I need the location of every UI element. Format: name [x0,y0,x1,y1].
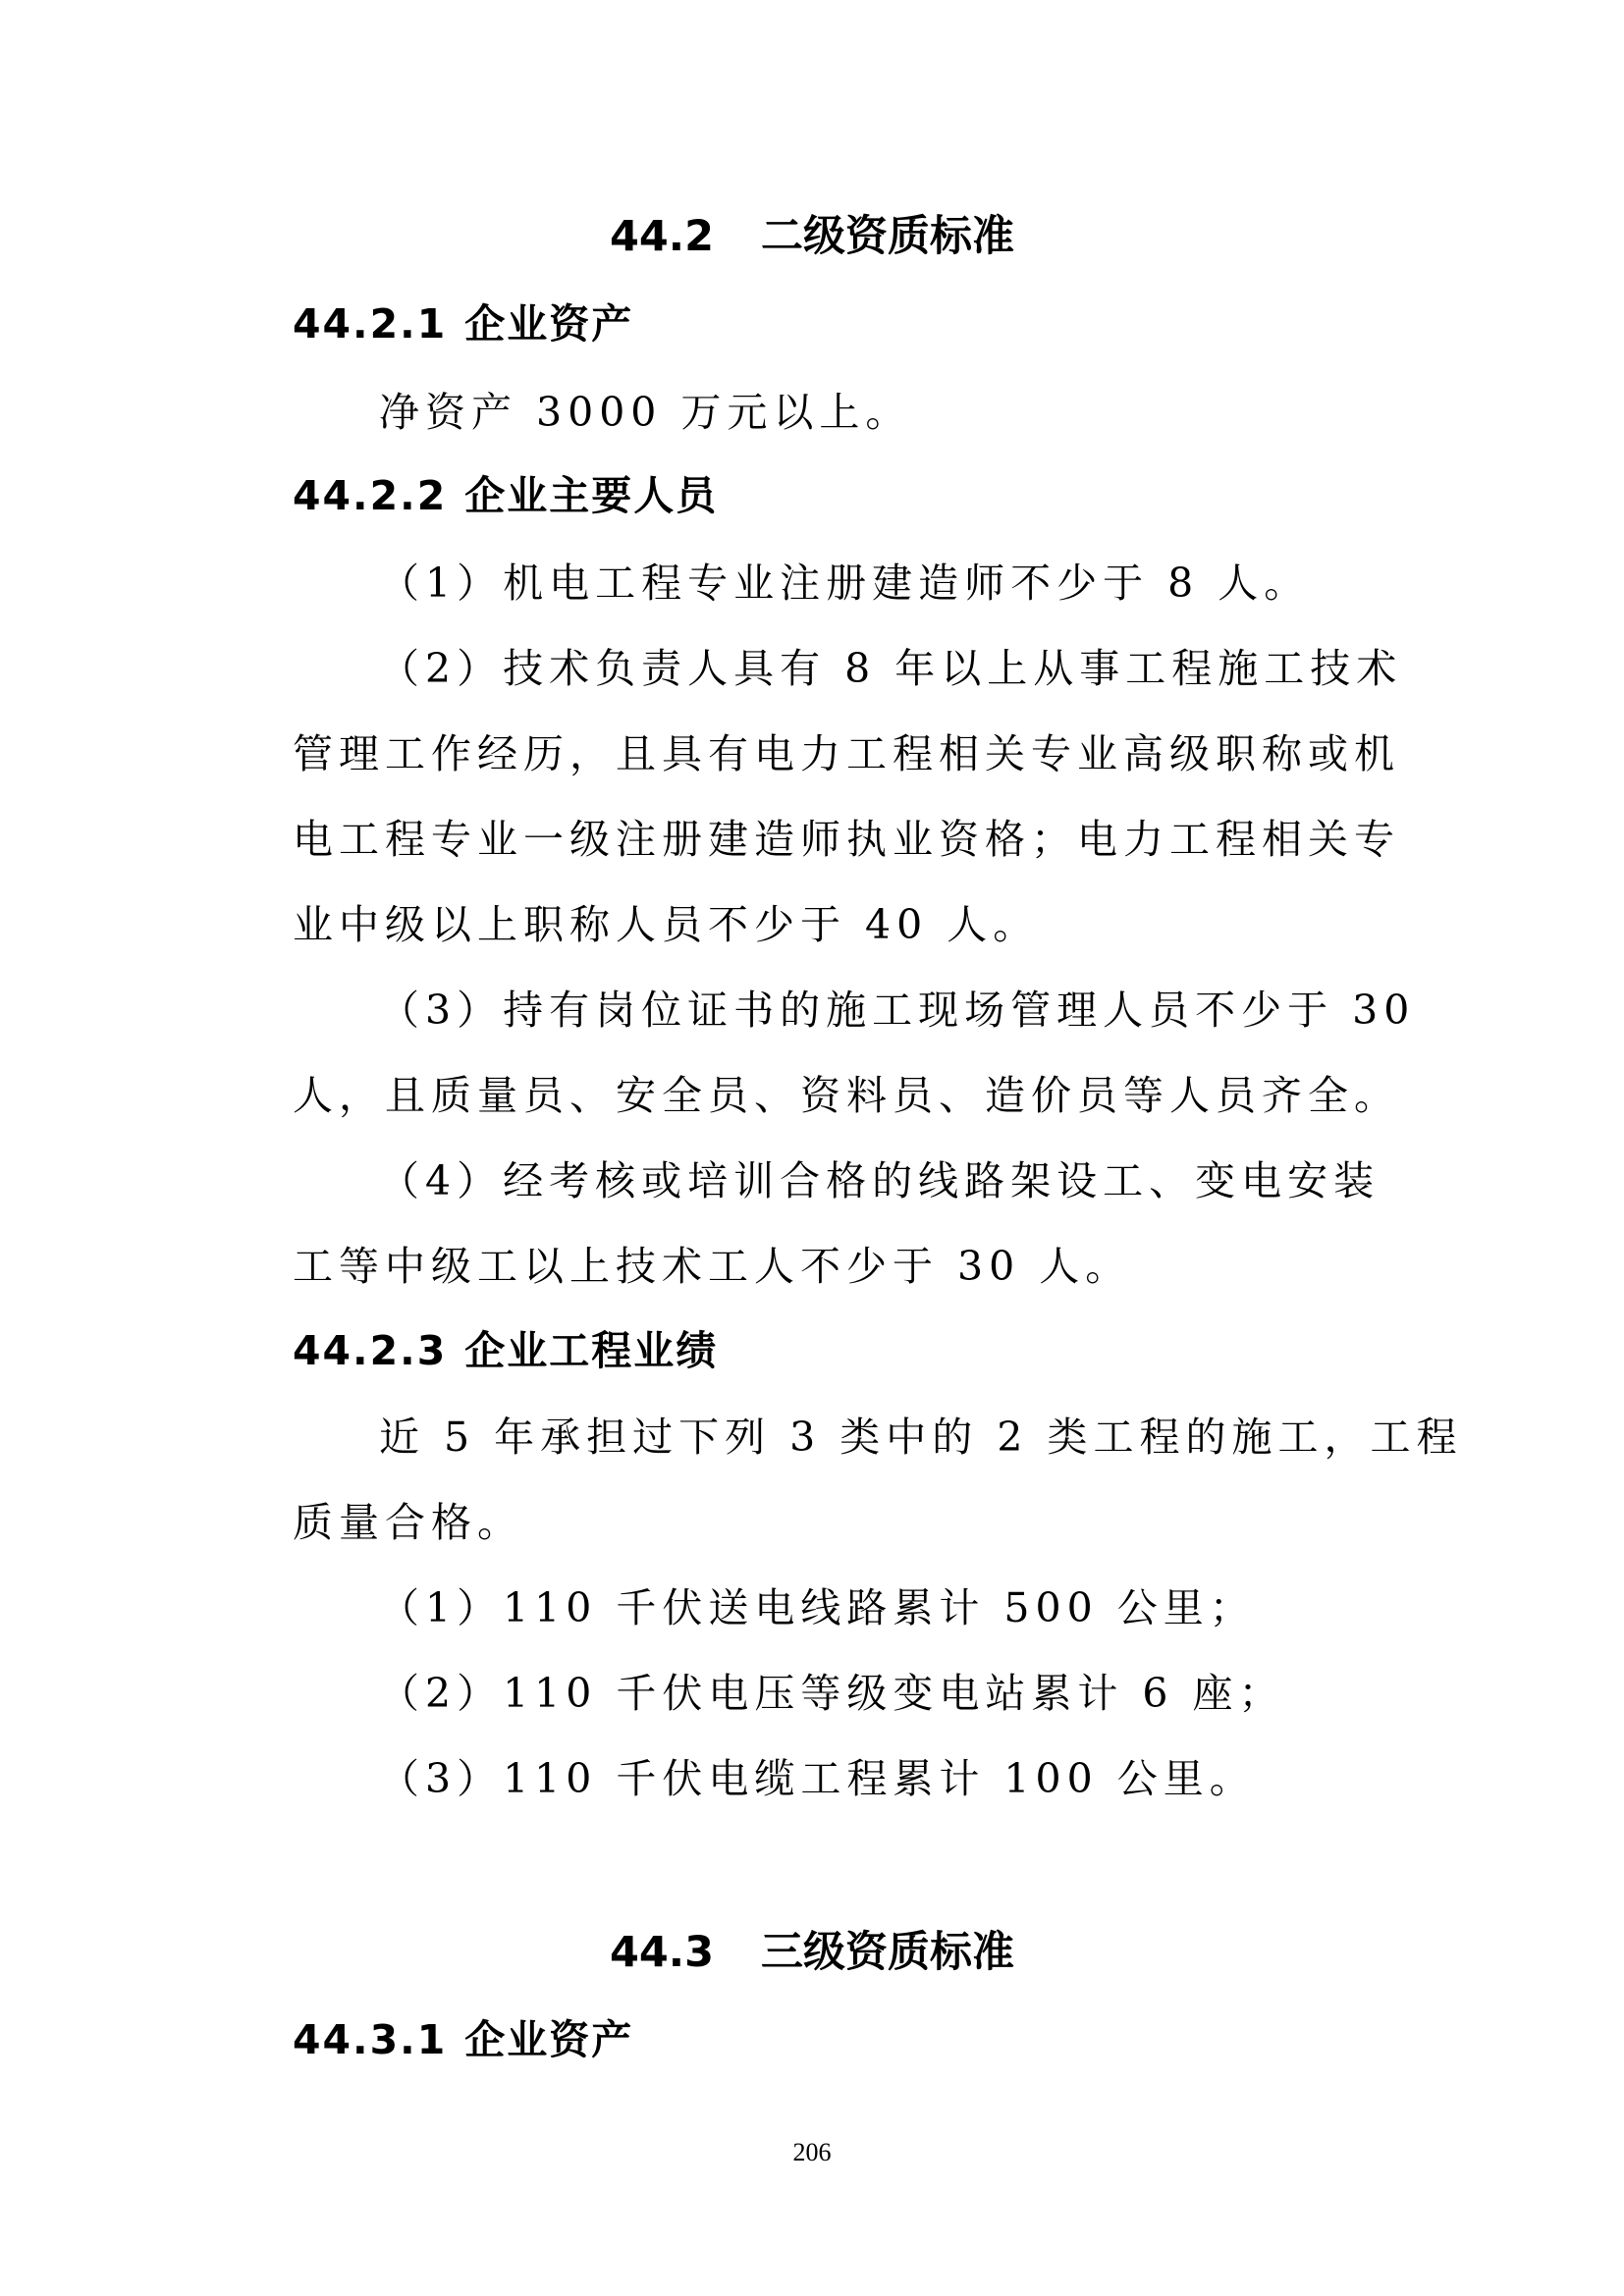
personnel-item-2-line-4: 业中级以上职称人员不少于 40 人。 [293,901,1040,948]
section-heading-44-2 [0,212,1624,261]
net-assets-text: 净资产 3000 万元以上。 [379,389,912,436]
personnel-item-4-line-1: （4）经考核或培训合格的线路架设工、变电安装 [379,1157,1380,1204]
personnel-item-2-line-1: （2）技术负责人具有 8 年以上从事工程施工技术 [379,645,1403,692]
subsection-title: 企业资产 [464,2016,634,2063]
section-title: 三级资质标准 [761,1928,1015,1977]
subsection-number: 44.2.3 [293,1327,448,1374]
subsection-number: 44.2.2 [293,472,448,519]
personnel-item-3-line-1: （3）持有岗位证书的施工现场管理人员不少于 30 [379,987,1416,1034]
subsection-heading-44-2-2 [293,472,1337,519]
section-number: 44.2 [609,212,715,261]
personnel-item-3-line-2: 人，且质量员、安全员、资料员、造价员等人员齐全。 [293,1072,1400,1119]
section-title: 二级资质标准 [761,212,1015,261]
personnel-item-2-line-3: 电工程专业一级注册建造师执业资格；电力工程相关专 [293,816,1400,863]
performance-item-3: （3）110 千伏电缆工程累计 100 公里。 [379,1755,1256,1802]
subsection-number: 44.2.1 [293,300,448,347]
subsection-heading-44-3-1 [293,2016,1337,2063]
performance-item-1: （1）110 千伏送电线路累计 500 公里； [379,1584,1256,1631]
subsection-heading-44-2-3 [293,1327,1337,1374]
subsection-number: 44.3.1 [293,2016,448,2063]
performance-intro-line-1: 近 5 年承担过下列 3 类中的 2 类工程的施工，工程 [379,1414,1463,1461]
section-heading-44-3 [0,1928,1624,1977]
subsection-heading-44-2-1 [293,300,1337,347]
page-number: 206 [792,2138,832,2166]
personnel-item-2-line-2: 管理工作经历，且具有电力工程相关专业高级职称或机 [293,730,1400,777]
subsection-title: 企业资产 [464,300,634,347]
section-number: 44.3 [609,1928,715,1977]
performance-item-2: （2）110 千伏电压等级变电站累计 6 座； [379,1670,1285,1717]
subsection-title: 企业主要人员 [464,472,719,519]
performance-intro-line-2: 质量合格。 [293,1499,523,1546]
subsection-title: 企业工程业绩 [464,1327,719,1374]
personnel-item-4-line-2: 工等中级工以上技术工人不少于 30 人。 [293,1243,1132,1290]
personnel-item-1: （1）机电工程专业注册建造师不少于 8 人。 [379,560,1311,607]
